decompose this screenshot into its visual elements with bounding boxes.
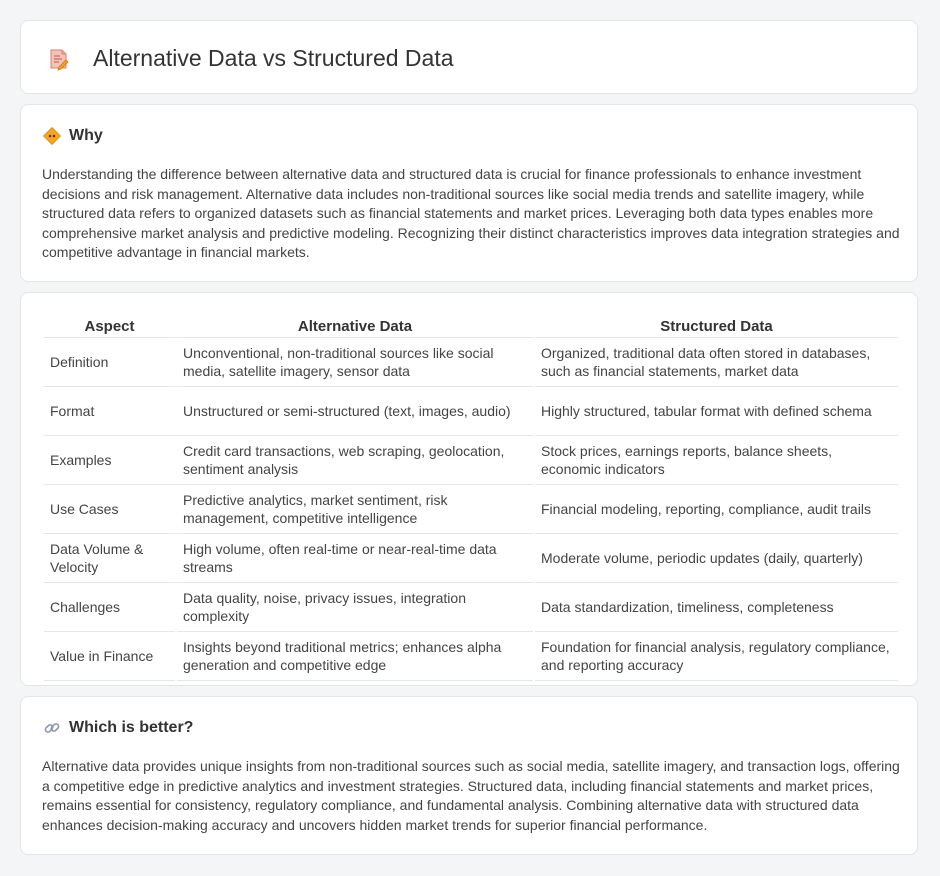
why-title: Why <box>69 127 103 144</box>
table-row <box>44 338 898 387</box>
why-heading <box>43 127 103 145</box>
header-alternative-data: Alternative Data <box>177 313 533 338</box>
cell-structured: Stock prices, earnings reports, balance sheets, economic indicators <box>535 436 898 485</box>
comparison-card <box>20 292 918 686</box>
cell-alternative: Unconventional, non-traditional sources like social media, satellite imagery, sensor data <box>177 338 533 387</box>
which-is-better-card <box>20 696 918 855</box>
table-row <box>44 387 898 436</box>
cell-structured: Financial modeling, reporting, compliance, audit trails <box>535 485 898 534</box>
header-structured-data: Structured Data <box>535 313 898 338</box>
document-edit-icon <box>47 47 71 71</box>
cell-alternative: High volume, often real-time or near-real-time data streams <box>177 534 533 583</box>
cell-aspect: Value in Finance <box>44 632 175 681</box>
cell-alternative: Data quality, noise, privacy issues, integration complexity <box>177 583 533 632</box>
cell-aspect: Use Cases <box>44 485 175 534</box>
better-title: Which is better? <box>69 719 194 736</box>
cell-aspect: Data Volume & Velocity <box>44 534 175 583</box>
cell-structured: Moderate volume, periodic updates (daily, quarterly) <box>535 534 898 583</box>
cell-structured: Foundation for financial analysis, regulatory compliance, and reporting accuracy <box>535 632 898 681</box>
table-row <box>44 632 898 681</box>
cell-alternative: Credit card transactions, web scraping, geolocation, sentiment analysis <box>177 436 533 485</box>
cell-aspect: Examples <box>44 436 175 485</box>
link-icon <box>43 719 61 737</box>
cell-aspect: Challenges <box>44 583 175 632</box>
why-body: Understanding the difference between alternative data and structured data is crucial for finance professionals to enhance investment decisions and risk management. Alternative data includes non-traditional sources like social media trends and satellite imagery, while structured data refers to organized datasets such as financial statements and market prices. Leveraging both data types enables more comprehensive market analysis and predictive modeling. Recognizing their distinct characteristics improves data integration strategies and competitive advantage in financial markets. <box>42 166 900 261</box>
cell-structured: Highly structured, tabular format with defined schema <box>535 387 898 436</box>
table-row <box>44 583 898 632</box>
diamond-sign-icon <box>43 127 61 145</box>
page-title: Alternative Data vs Structured Data <box>93 45 454 71</box>
table-header-row <box>44 313 898 338</box>
cell-aspect: Definition <box>44 338 175 387</box>
cell-aspect: Format <box>44 387 175 436</box>
cell-alternative: Unstructured or semi-structured (text, images, audio) <box>177 387 533 436</box>
title-row <box>47 45 454 72</box>
cell-alternative: Predictive analytics, market sentiment, risk management, competitive intelligence <box>177 485 533 534</box>
header-aspect: Aspect <box>44 313 175 338</box>
cell-structured: Organized, traditional data often stored in databases, such as financial statements, market data <box>535 338 898 387</box>
table-row <box>44 436 898 485</box>
table-row <box>44 485 898 534</box>
table-row <box>44 534 898 583</box>
cell-alternative: Insights beyond traditional metrics; enhances alpha generation and competitive edge <box>177 632 533 681</box>
better-heading <box>43 719 193 737</box>
comparison-table <box>42 313 900 681</box>
cell-structured: Data standardization, timeliness, completeness <box>535 583 898 632</box>
why-card <box>20 104 918 282</box>
better-body: Alternative data provides unique insights from non-traditional sources such as social media, satellite imagery, and transaction logs, offering a competitive edge in predictive analytics and investment strategies. Structured data, including financial statements and market prices, remains essential for consistency, regulatory compliance, and fundamental analysis. Combining alternative data with structured data enhances decision-making accuracy and uncovers hidden market trends for superior financial performance. <box>42 758 900 833</box>
header-card <box>20 20 918 94</box>
